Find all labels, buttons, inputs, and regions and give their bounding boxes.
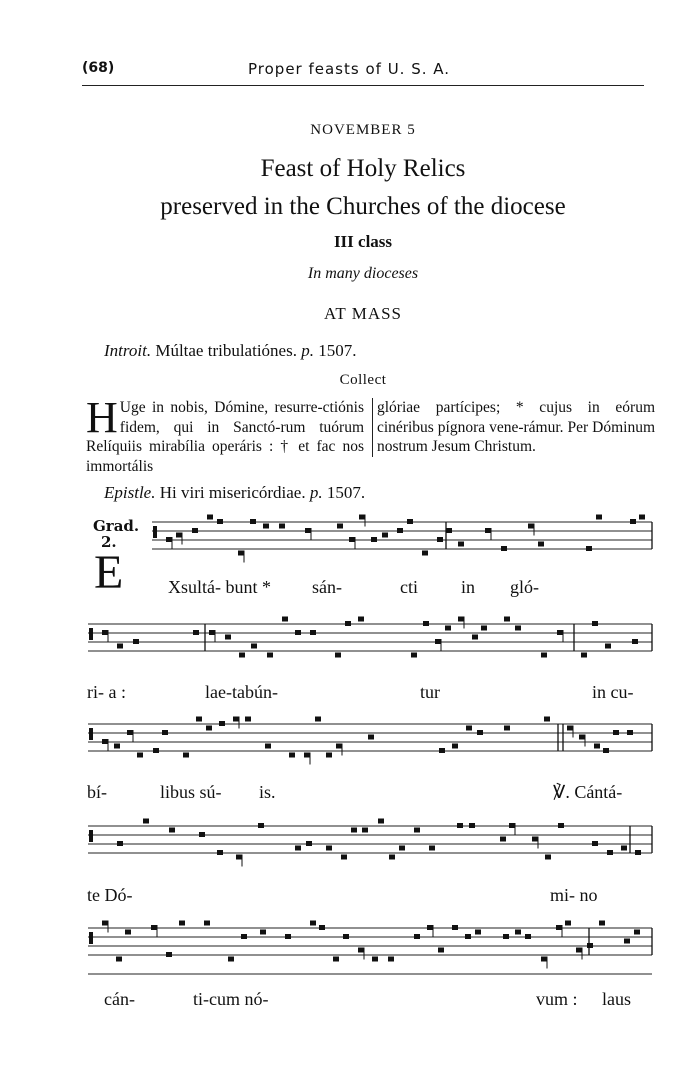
neume-note [102,630,108,635]
neume-note [143,819,149,824]
neume-note [362,828,368,833]
neume-note [579,735,585,740]
neume-note [532,837,538,842]
epistle-label: Epistle. [104,483,156,502]
neume-note [102,739,108,744]
neume-note [279,524,285,529]
neume-note [359,515,365,520]
neume-note [438,948,444,953]
neume-note [503,934,509,939]
neume-note [260,930,266,935]
neume-note [556,925,562,930]
neume-note [592,621,598,626]
neume-note [592,841,598,846]
neume-note [501,546,507,551]
feast-date: NOVEMBER 5 [310,122,416,138]
introit-page: 1507. [318,341,357,360]
gradual-mode: 2. [101,533,117,551]
feast-observance: In many dioceses [307,265,419,282]
neume-note [207,515,213,520]
neume-note [538,542,544,547]
neume-note [116,957,122,962]
neume-note [429,846,435,851]
neume-note [117,644,123,649]
epistle-page-label: p. [309,483,323,502]
neume-note [596,515,602,520]
neume-note [199,832,205,837]
neume-note [326,846,332,851]
neume-note [452,925,458,930]
neume-note [341,855,347,860]
neume-note [388,957,394,962]
neume-note [345,621,351,626]
neume-note [137,753,143,758]
epistle-page: 1507. [326,483,366,502]
neume-note [125,930,131,935]
neume-note [335,653,341,658]
neume-note [326,753,332,758]
neume-note [250,519,256,524]
neume-note [587,943,593,948]
neume-note [446,528,452,533]
neume-note [481,626,487,631]
neume-note [414,828,420,833]
neume-note [179,921,185,926]
neume-note [504,617,510,622]
neume-note [504,726,510,731]
lyric-syllable: gló- [510,577,539,597]
neume-note [500,837,506,842]
neume-note [217,850,223,855]
neume-note [117,841,123,846]
neume-note [557,630,563,635]
introit-label: Introit. [104,341,152,360]
neume-note [102,921,108,926]
neume-note [263,524,269,529]
lyric-syllable: ti-cum nó- [193,989,269,1009]
neume-note [423,621,429,626]
feast-subtitle: preserved in the Churches of the diocese [160,193,566,220]
neume-note [304,753,310,758]
collect-heading: Collect [339,372,387,388]
neume-note [603,748,609,753]
neume-note [166,537,172,542]
neume-note [558,823,564,828]
neume-note [466,726,472,731]
neume-note [233,717,239,722]
collect-right-text: glóriae partícipes; * cujus in eórum cinéribus pígnora vene-rámur. Per Dóminum nostrum Jesum Christum. [377,399,655,455]
neume-note [196,717,202,722]
neume-note [153,748,159,753]
neume-note [639,515,645,520]
neume-note [594,744,600,749]
neume-note [411,653,417,658]
lyric-syllable: is. [259,782,276,802]
epistle-text: Hi viri misericórdiae. [159,483,306,502]
neume-note [239,653,245,658]
neume-note [306,841,312,846]
neume-note [169,828,175,833]
neume-note [204,921,210,926]
neume-note [627,730,633,735]
neume-note [509,823,515,828]
neume-note [241,934,247,939]
neume-note [427,925,433,930]
neume-note [414,934,420,939]
neume-note [630,519,636,524]
neume-note [397,528,403,533]
page-number: (68) [82,60,115,76]
neume-note [465,934,471,939]
neume-note [545,855,551,860]
neume-note [295,846,301,851]
neume-note [219,721,225,726]
feast-title: Feast of Holy Relics [260,155,466,182]
lyric-syllable: Xsultá- bunt * [168,577,271,597]
neume-note [336,744,342,749]
neume-note [192,528,198,533]
neume-note [310,921,316,926]
neume-note [399,846,405,851]
neume-note [515,930,521,935]
neume-note [635,850,641,855]
neume-note [469,823,475,828]
neume-note [407,519,413,524]
lyric-syllable: cán- [104,989,135,1009]
lyric-syllable: ri- a : [87,682,126,702]
neume-note [114,744,120,749]
neume-note [162,730,168,735]
neume-note [245,717,251,722]
neume-note [567,726,573,731]
neume-note [289,753,295,758]
neume-note [358,948,364,953]
clef-mark [89,628,93,640]
introit-page-label: p. [301,341,314,360]
neume-note [382,533,388,538]
gradual-label: Grad. [93,517,140,535]
lyric-syllable: laus [602,989,631,1009]
neume-note [238,551,244,556]
lyric-syllable: sán- [312,577,342,597]
neume-note [333,957,339,962]
lyric-syllable: te Dó- [87,885,133,905]
lyric-syllable: bí- [87,782,107,802]
neume-note [485,528,491,533]
neume-note [378,819,384,824]
lyric-syllable: ℣. Cántá- [553,782,623,802]
neume-note [445,626,451,631]
neume-note [565,921,571,926]
neume-note [544,717,550,722]
neume-note [457,823,463,828]
neume-note [607,850,613,855]
neume-note [166,952,172,957]
lyric-syllable: lae-tabún- [205,682,278,702]
neume-note [236,855,242,860]
lyric-syllable: cti [400,577,418,597]
neume-note [265,744,271,749]
neume-note [422,551,428,556]
neume-note [193,630,199,635]
neume-note [576,948,582,953]
neume-note [439,748,445,753]
neume-note [371,537,377,542]
collect-left-text: Uge in nobis, Dómine, resurre-ctiónis fidem, qui in Sanctó-rum tuórum Relíquiis mirabília operáris : † et fac nos immortális [86,399,364,475]
neume-note [133,639,139,644]
neume-note [458,542,464,547]
neume-note [295,630,301,635]
neume-note [351,828,357,833]
neume-note [368,735,374,740]
neume-note [127,730,133,735]
neume-note [389,855,395,860]
neume-note [541,957,547,962]
neume-note [176,533,182,538]
neume-note [315,717,321,722]
neume-note [349,537,355,542]
neume-note [472,635,478,640]
neume-note [435,639,441,644]
clef-mark [89,728,93,740]
neume-note [372,957,378,962]
neume-note [475,930,481,935]
neume-note [605,644,611,649]
neume-note [621,846,627,851]
lyric-syllable: libus sú- [160,782,222,802]
feast-rank: III class [333,232,393,251]
clef-mark [89,932,93,944]
clef-mark [89,830,93,842]
introit-text: Múltae tribulatiónes. [155,341,297,360]
neume-note [613,730,619,735]
neume-note [337,524,343,529]
neume-note [267,653,273,658]
neume-note [206,726,212,731]
neume-note [282,617,288,622]
lyric-syllable: in cu- [592,682,634,702]
neume-note [305,528,311,533]
neume-note [228,957,234,962]
neume-note [528,524,534,529]
neume-note [319,925,325,930]
neume-note [586,546,592,551]
mass-heading: AT MASS [323,304,403,323]
running-title: Proper feasts of U. S. A. [248,60,451,78]
neume-note [458,617,464,622]
neume-note [624,939,630,944]
neume-note [437,537,443,542]
neume-note [209,630,215,635]
neume-note [225,635,231,640]
lyric-syllable: mi- no [550,885,598,905]
lyric-syllable: vum : [536,989,578,1009]
lyric-syllable: tur [420,682,440,702]
neume-note [515,626,521,631]
neume-note [258,823,264,828]
neume-note [581,653,587,658]
neume-note [217,519,223,524]
neume-note [151,925,157,930]
neume-note [285,934,291,939]
neume-note [251,644,257,649]
neume-note [525,934,531,939]
neume-note [452,744,458,749]
neume-note [634,930,640,935]
lyric-syllable: in [461,577,476,597]
neume-note [183,753,189,758]
neume-note [541,653,547,658]
neume-note [477,730,483,735]
gradual-initial: E [94,546,124,599]
neume-note [599,921,605,926]
neume-note [358,617,364,622]
neume-note [343,934,349,939]
clef-mark [153,526,157,538]
collect-dropcap: H [86,393,118,442]
neume-note [632,639,638,644]
neume-note [310,630,316,635]
